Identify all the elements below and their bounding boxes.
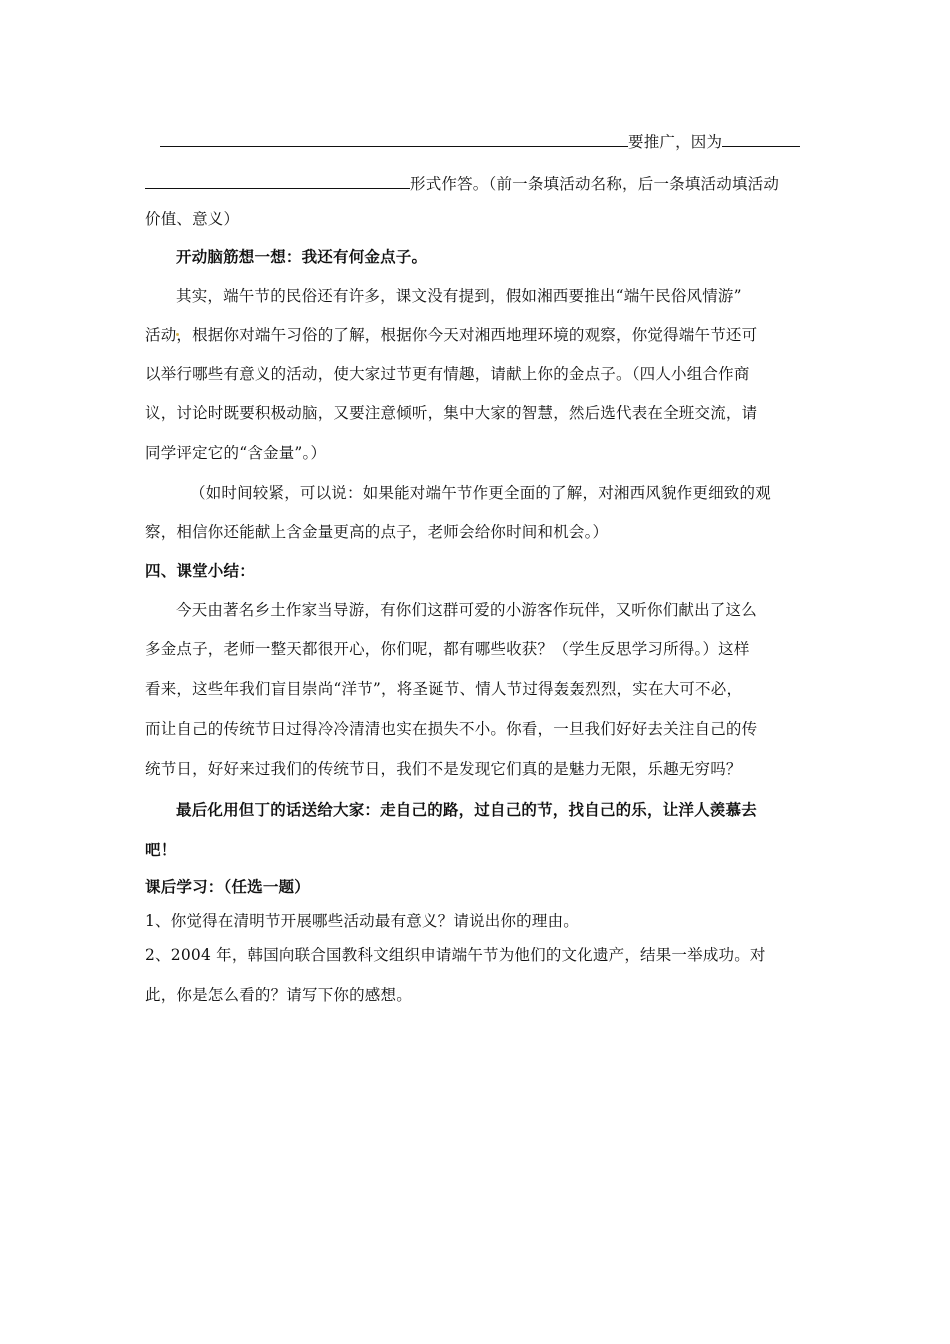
paragraph-line: 活动，根据你对端午习俗的了解，根据你今天对湘西地理环境的观察，你觉得端午节还可 <box>145 326 758 344</box>
blank-line-2-suffix: 形式作答。（前一条填活动名称，后一条填活动填活动 <box>410 175 780 193</box>
homework-item-2-cont: 此，你是怎么看的？请写下你的感想。 <box>145 986 412 1004</box>
summary-line: 而让自己的传统节日过得冷冷清清也实在损失不小。你看，一旦我们好好去关注自己的传 <box>145 720 758 738</box>
section-title-golden-ideas: 开动脑筋想一想：我还有何金点子。 <box>176 247 428 266</box>
note-line: 察，相信你还能献上含金量更高的点子，老师会给你时间和机会。） <box>145 523 609 541</box>
paragraph-line: 议，讨论时既要积极动脑，又要注意倾听，集中大家的智慧，然后选代表在全班交流，请 <box>145 404 758 422</box>
blank-reason-end[interactable] <box>145 171 410 189</box>
blank-line-1-suffix: 要推广，因为 <box>628 133 723 151</box>
summary-line: 统节日，好好来过我们的传统节日，我们不是发现它们真的是魅力无限，乐趣无穷吗？ <box>145 760 742 778</box>
summary-line: 看来，这些年我们盲目崇尚“洋节”，将圣诞节、情人节过得轰轰烈烈，实在大可不必， <box>145 680 743 698</box>
fill-blank-line-1 <box>160 129 820 153</box>
summary-line: 今天由著名乡土作家当导游，有你们这群可爱的小游客作玩伴，又听你们献出了这么 <box>176 601 757 619</box>
homework-item-1: 1、你觉得在清明节开展哪些活动最有意义？请说出你的理由。 <box>145 912 579 930</box>
fill-blank-line-2 <box>145 171 815 195</box>
fill-blank-line-3: 价值、意义） <box>145 210 240 228</box>
summary-line: 多金点子，老师一整天都很开心，你们呢，都有哪些收获？（学生反思学习所得。）这样 <box>145 640 750 658</box>
note-line: （如时间较紧，可以说：如果能对端午节作更全面的了解，对湘西风貌作更细致的观 <box>190 484 771 502</box>
section-heading-homework: 课后学习：（任选一题） <box>145 877 310 896</box>
blank-activity-name[interactable] <box>160 129 628 147</box>
closing-quote-line: 吧！ <box>145 840 177 859</box>
closing-quote-line: 最后化用但丁的话送给大家：走自己的路，过自己的节，找自己的乐，让洋人羡慕去 <box>176 800 757 819</box>
homework-item-2: 2、2004 年，韩国向联合国教科文组织申请端午节为他们的文化遗产，结果一举成功。对 <box>145 946 766 964</box>
paragraph-line: 其实，端午节的民俗还有许多，课文没有提到，假如湘西要推出“端午民俗风情游” <box>176 287 742 305</box>
section-heading-summary: 四、课堂小结： <box>145 561 255 580</box>
blank-reason-start[interactable] <box>722 129 800 147</box>
paragraph-line: 同学评定它的“含金量”。） <box>145 444 327 462</box>
paragraph-line: 以举行哪些有意义的活动，使大家过节更有情趣，请献上你的金点子。（四人小组合作商 <box>145 365 750 383</box>
